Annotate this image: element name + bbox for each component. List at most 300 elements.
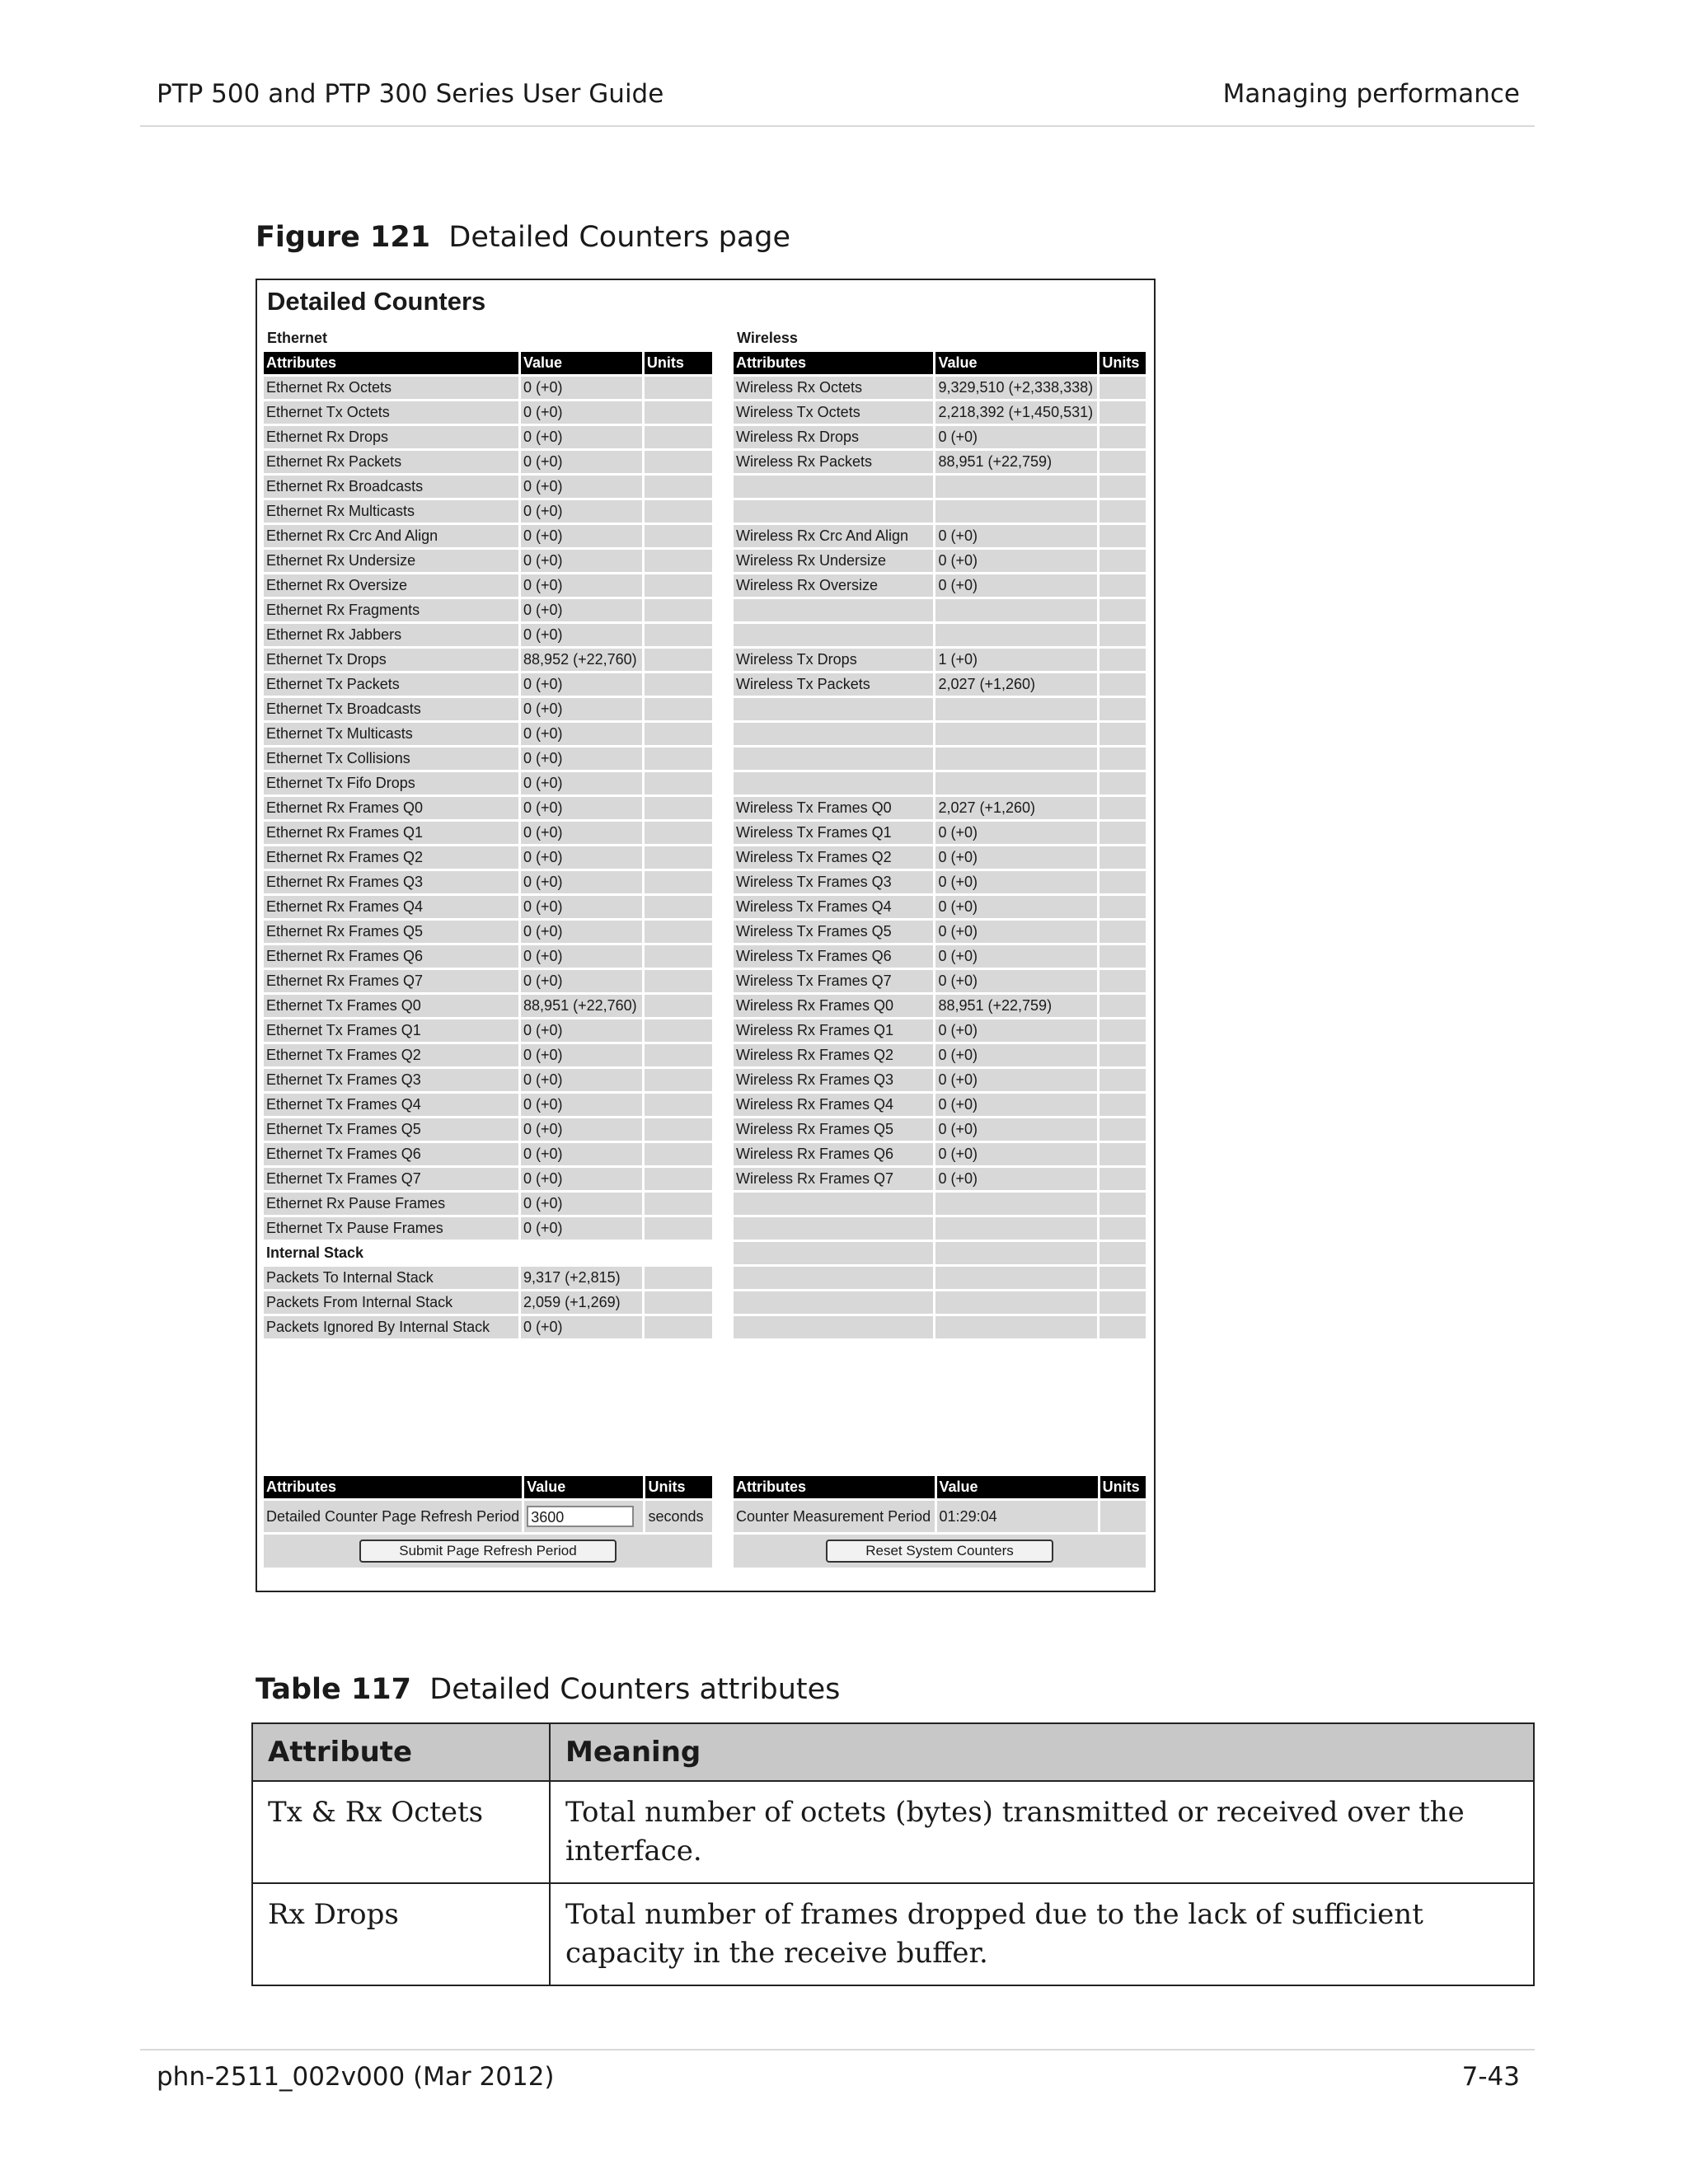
counter-value: 0 (+0) bbox=[521, 772, 642, 794]
counter-row bbox=[264, 1143, 712, 1165]
counter-units bbox=[645, 1044, 712, 1066]
counter-name: Ethernet Rx Pause Frames bbox=[264, 1193, 518, 1215]
counter-name bbox=[734, 500, 933, 523]
counter-row bbox=[264, 550, 712, 572]
counter-name: Ethernet Rx Drops bbox=[264, 426, 518, 448]
counter-row bbox=[734, 896, 1146, 918]
counter-units bbox=[1100, 550, 1146, 572]
counter-row bbox=[264, 921, 712, 943]
counter-units bbox=[1100, 525, 1146, 547]
counter-value: 0 (+0) bbox=[935, 1094, 1097, 1116]
counter-name: Wireless Tx Frames Q6 bbox=[734, 945, 933, 968]
counter-value: 2,027 (+1,260) bbox=[935, 797, 1097, 819]
counter-row bbox=[264, 624, 712, 646]
counter-units bbox=[1100, 1118, 1146, 1141]
counter-units bbox=[645, 945, 712, 968]
counter-name: Ethernet Rx Crc And Align bbox=[264, 525, 518, 547]
counter-name: Ethernet Rx Frames Q3 bbox=[264, 871, 518, 893]
counter-units bbox=[645, 921, 712, 943]
counter-row bbox=[734, 500, 1146, 523]
counter-value: 0 (+0) bbox=[521, 748, 642, 770]
footer-page-number: 7-43 bbox=[1461, 2062, 1520, 2092]
counter-name: Packets From Internal Stack bbox=[264, 1291, 518, 1314]
counter-row bbox=[264, 896, 712, 918]
counter-row bbox=[264, 377, 712, 399]
counter-row bbox=[264, 476, 712, 498]
counter-name: Wireless Tx Frames Q7 bbox=[734, 970, 933, 992]
counter-value: 0 (+0) bbox=[521, 1168, 642, 1190]
counter-name: Ethernet Tx Frames Q0 bbox=[264, 995, 518, 1017]
counter-value: 2,218,392 (+1,450,531) bbox=[935, 401, 1097, 424]
counter-units bbox=[1100, 1242, 1146, 1264]
counter-value: 0 (+0) bbox=[521, 871, 642, 893]
ethernet-label: Ethernet bbox=[267, 330, 328, 346]
counter-name bbox=[734, 1242, 933, 1264]
counter-row bbox=[734, 1217, 1146, 1240]
counter-row bbox=[734, 970, 1146, 992]
counter-units bbox=[645, 476, 712, 498]
counter-units bbox=[1100, 1193, 1146, 1215]
counter-name: Ethernet Tx Frames Q2 bbox=[264, 1044, 518, 1066]
counter-name: Ethernet Rx Frames Q6 bbox=[264, 945, 518, 968]
counter-units bbox=[645, 1094, 712, 1116]
counter-units bbox=[645, 673, 712, 696]
counter-name: Ethernet Tx Drops bbox=[264, 649, 518, 671]
counter-name: Wireless Tx Packets bbox=[734, 673, 933, 696]
col-attributes: Attributes bbox=[734, 1476, 935, 1498]
counter-units bbox=[645, 896, 712, 918]
internal-stack-heading-row bbox=[264, 1242, 712, 1264]
measurement-period-value: 01:29:04 bbox=[937, 1501, 1098, 1532]
counter-name: Ethernet Tx Fifo Drops bbox=[264, 772, 518, 794]
col-value: Value bbox=[521, 352, 642, 374]
counter-row bbox=[734, 401, 1146, 424]
refresh-settings-table bbox=[261, 1474, 715, 1570]
refresh-button-row bbox=[264, 1535, 712, 1568]
counter-value bbox=[935, 723, 1097, 745]
counter-value: 0 (+0) bbox=[521, 401, 642, 424]
counter-row bbox=[264, 500, 712, 523]
counter-row bbox=[264, 1217, 712, 1240]
counter-units bbox=[1100, 1217, 1146, 1240]
counter-value bbox=[935, 1267, 1097, 1289]
measurement-table bbox=[731, 1474, 1148, 1570]
counter-row bbox=[734, 525, 1146, 547]
col-units: Units bbox=[1100, 352, 1146, 374]
counter-name: Wireless Rx Frames Q4 bbox=[734, 1094, 933, 1116]
counter-units bbox=[1100, 995, 1146, 1017]
counter-units bbox=[1100, 500, 1146, 523]
wireless-label: Wireless bbox=[737, 330, 798, 346]
counter-name bbox=[734, 1267, 933, 1289]
refresh-period-label: Detailed Counter Page Refresh Period bbox=[264, 1501, 522, 1532]
refresh-period-input[interactable]: 3600 bbox=[527, 1506, 634, 1527]
counter-units bbox=[645, 1291, 712, 1314]
counter-units bbox=[645, 1069, 712, 1091]
header-title: PTP 500 and PTP 300 Series User Guide bbox=[157, 79, 664, 109]
counter-value: 0 (+0) bbox=[935, 550, 1097, 572]
counter-value: 0 (+0) bbox=[521, 698, 642, 720]
counter-value: 0 (+0) bbox=[521, 574, 642, 597]
counter-name: Ethernet Rx Oversize bbox=[264, 574, 518, 597]
counter-units bbox=[645, 624, 712, 646]
submit-refresh-period-button[interactable]: Submit Page Refresh Period bbox=[359, 1540, 616, 1563]
counter-value: 0 (+0) bbox=[935, 970, 1097, 992]
counter-value bbox=[935, 748, 1097, 770]
counter-name: Ethernet Tx Frames Q7 bbox=[264, 1168, 518, 1190]
counter-value: 0 (+0) bbox=[521, 426, 642, 448]
counter-value: 0 (+0) bbox=[521, 822, 642, 844]
counter-value: 0 (+0) bbox=[521, 797, 642, 819]
counter-units bbox=[1100, 723, 1146, 745]
header-section: Managing performance bbox=[1222, 79, 1520, 109]
counter-row bbox=[734, 1019, 1146, 1042]
counter-name: Wireless Rx Frames Q3 bbox=[734, 1069, 933, 1091]
counter-units bbox=[645, 748, 712, 770]
counter-units bbox=[645, 1267, 712, 1289]
counter-value: 0 (+0) bbox=[521, 673, 642, 696]
counter-value: 0 (+0) bbox=[521, 525, 642, 547]
counter-row bbox=[264, 426, 712, 448]
counter-value: 0 (+0) bbox=[521, 377, 642, 399]
counter-units bbox=[1100, 1044, 1146, 1066]
counter-units bbox=[645, 723, 712, 745]
counter-value bbox=[935, 1193, 1097, 1215]
counter-value: 0 (+0) bbox=[521, 624, 642, 646]
counter-row bbox=[264, 1118, 712, 1141]
counter-name bbox=[734, 1217, 933, 1240]
counter-row bbox=[734, 1316, 1146, 1338]
counter-value bbox=[935, 1316, 1097, 1338]
counter-row bbox=[264, 797, 712, 819]
col-attribute: Attribute bbox=[252, 1723, 550, 1781]
counter-value: 0 (+0) bbox=[521, 451, 642, 473]
counter-row bbox=[734, 1242, 1146, 1264]
counter-units bbox=[645, 797, 712, 819]
counter-row bbox=[734, 1168, 1146, 1190]
col-value: Value bbox=[524, 1476, 643, 1498]
counter-name: Wireless Tx Drops bbox=[734, 649, 933, 671]
attributes-table bbox=[251, 1722, 1535, 1986]
counter-value: 0 (+0) bbox=[935, 822, 1097, 844]
counter-name: Packets To Internal Stack bbox=[264, 1267, 518, 1289]
counter-value: 0 (+0) bbox=[521, 1019, 642, 1042]
counter-units bbox=[1100, 970, 1146, 992]
counter-units bbox=[1100, 896, 1146, 918]
col-value: Value bbox=[937, 1476, 1098, 1498]
counter-row bbox=[264, 1019, 712, 1042]
counter-name: Ethernet Tx Collisions bbox=[264, 748, 518, 770]
counter-row bbox=[264, 649, 712, 671]
counter-value: 0 (+0) bbox=[935, 846, 1097, 869]
counter-value bbox=[935, 772, 1097, 794]
counter-units bbox=[645, 1193, 712, 1215]
counter-units bbox=[1100, 1291, 1146, 1314]
counter-value: 0 (+0) bbox=[935, 871, 1097, 893]
counter-value: 0 (+0) bbox=[521, 1316, 642, 1338]
counter-name: Wireless Rx Frames Q6 bbox=[734, 1143, 933, 1165]
counter-units bbox=[1100, 1168, 1146, 1190]
counter-name: Wireless Rx Crc And Align bbox=[734, 525, 933, 547]
counter-value bbox=[935, 500, 1097, 523]
counter-row bbox=[264, 723, 712, 745]
counter-units bbox=[1100, 921, 1146, 943]
counter-row bbox=[734, 723, 1146, 745]
refresh-period-units: seconds bbox=[645, 1501, 712, 1532]
counter-row bbox=[734, 871, 1146, 893]
counter-name: Ethernet Tx Packets bbox=[264, 673, 518, 696]
counter-value: 9,329,510 (+2,338,338) bbox=[935, 377, 1097, 399]
counter-name: Ethernet Rx Frames Q1 bbox=[264, 822, 518, 844]
counter-value: 0 (+0) bbox=[521, 723, 642, 745]
header-rule bbox=[140, 125, 1535, 127]
counter-value: 0 (+0) bbox=[521, 500, 642, 523]
counter-name: Ethernet Rx Multicasts bbox=[264, 500, 518, 523]
counter-units bbox=[1100, 1143, 1146, 1165]
counter-name: Wireless Rx Frames Q2 bbox=[734, 1044, 933, 1066]
counter-value: 2,059 (+1,269) bbox=[521, 1291, 642, 1314]
counter-row bbox=[734, 1267, 1146, 1289]
counter-row bbox=[734, 698, 1146, 720]
counter-value: 0 (+0) bbox=[935, 426, 1097, 448]
counter-name bbox=[734, 1193, 933, 1215]
counter-units bbox=[645, 451, 712, 473]
counter-value: 0 (+0) bbox=[521, 846, 642, 869]
counter-value bbox=[935, 624, 1097, 646]
counter-row bbox=[734, 1044, 1146, 1066]
counter-value: 0 (+0) bbox=[935, 921, 1097, 943]
counter-units bbox=[1100, 377, 1146, 399]
counter-value bbox=[935, 476, 1097, 498]
counter-units bbox=[645, 970, 712, 992]
counter-value: 0 (+0) bbox=[935, 1168, 1097, 1190]
counter-units bbox=[645, 377, 712, 399]
counter-name: Ethernet Tx Frames Q3 bbox=[264, 1069, 518, 1091]
counter-value: 0 (+0) bbox=[521, 970, 642, 992]
table-label: Table 117 bbox=[256, 1673, 412, 1706]
counter-name: Wireless Tx Frames Q0 bbox=[734, 797, 933, 819]
figure-label: Figure 121 bbox=[256, 221, 431, 254]
counter-name: Ethernet Tx Octets bbox=[264, 401, 518, 424]
figure-caption-text: Detailed Counters page bbox=[448, 221, 791, 254]
counter-name: Ethernet Tx Multicasts bbox=[264, 723, 518, 745]
figure-caption bbox=[256, 221, 790, 254]
counter-units bbox=[1100, 1094, 1146, 1116]
counter-row bbox=[734, 550, 1146, 572]
measurement-period-label: Counter Measurement Period bbox=[734, 1501, 935, 1532]
counter-name: Ethernet Rx Frames Q7 bbox=[264, 970, 518, 992]
counter-row bbox=[734, 649, 1146, 671]
counter-value: 88,951 (+22,759) bbox=[935, 995, 1097, 1017]
counter-units bbox=[1100, 1316, 1146, 1338]
counter-row bbox=[734, 822, 1146, 844]
counter-value: 0 (+0) bbox=[935, 1044, 1097, 1066]
counter-units bbox=[645, 995, 712, 1017]
counter-name: Ethernet Rx Frames Q2 bbox=[264, 846, 518, 869]
counter-row bbox=[264, 945, 712, 968]
counter-name: Ethernet Rx Frames Q5 bbox=[264, 921, 518, 943]
counter-value: 0 (+0) bbox=[521, 599, 642, 621]
counter-units bbox=[1100, 1019, 1146, 1042]
counter-units bbox=[645, 500, 712, 523]
counter-row bbox=[734, 846, 1146, 869]
counter-value: 88,951 (+22,759) bbox=[935, 451, 1097, 473]
counter-value: 0 (+0) bbox=[521, 550, 642, 572]
counter-name bbox=[734, 748, 933, 770]
counter-name: Wireless Tx Frames Q2 bbox=[734, 846, 933, 869]
counter-name: Wireless Tx Frames Q1 bbox=[734, 822, 933, 844]
counter-units bbox=[1100, 574, 1146, 597]
counter-name: Ethernet Rx Broadcasts bbox=[264, 476, 518, 498]
counter-name: Ethernet Rx Frames Q4 bbox=[264, 896, 518, 918]
counter-value: 9,317 (+2,815) bbox=[521, 1267, 642, 1289]
counter-name: Wireless Rx Frames Q1 bbox=[734, 1019, 933, 1042]
counter-value: 0 (+0) bbox=[521, 1069, 642, 1091]
counter-value: 0 (+0) bbox=[935, 1143, 1097, 1165]
counter-row bbox=[734, 945, 1146, 968]
counter-name bbox=[734, 599, 933, 621]
wireless-counters-table bbox=[731, 349, 1148, 1341]
counter-units bbox=[645, 649, 712, 671]
counter-row bbox=[264, 698, 712, 720]
counter-row bbox=[734, 451, 1146, 473]
counter-row bbox=[734, 1069, 1146, 1091]
counter-units bbox=[1100, 1069, 1146, 1091]
counter-row bbox=[734, 772, 1146, 794]
counter-units bbox=[1100, 599, 1146, 621]
counter-name: Ethernet Rx Fragments bbox=[264, 599, 518, 621]
counter-row bbox=[264, 673, 712, 696]
counter-units bbox=[1100, 649, 1146, 671]
counter-units bbox=[645, 1168, 712, 1190]
col-units: Units bbox=[1100, 1476, 1146, 1498]
counter-units bbox=[1100, 871, 1146, 893]
counter-row bbox=[264, 574, 712, 597]
counter-units bbox=[645, 846, 712, 869]
counter-value: 0 (+0) bbox=[521, 896, 642, 918]
col-attributes: Attributes bbox=[264, 352, 518, 374]
counter-name: Ethernet Rx Frames Q0 bbox=[264, 797, 518, 819]
footer-doc-id: phn-2511_002v000 (Mar 2012) bbox=[157, 2062, 555, 2092]
counter-row bbox=[734, 1118, 1146, 1141]
counter-row bbox=[264, 748, 712, 770]
attribute-cell: Tx & Rx Octets bbox=[252, 1781, 550, 1883]
counter-units bbox=[1100, 748, 1146, 770]
counter-name: Wireless Rx Frames Q0 bbox=[734, 995, 933, 1017]
counter-name bbox=[734, 1291, 933, 1314]
counter-value bbox=[935, 1291, 1097, 1314]
counter-name: Wireless Tx Octets bbox=[734, 401, 933, 424]
counter-name: Wireless Rx Frames Q5 bbox=[734, 1118, 933, 1141]
counter-name: Wireless Tx Frames Q5 bbox=[734, 921, 933, 943]
counter-value: 0 (+0) bbox=[521, 1094, 642, 1116]
counter-row bbox=[734, 476, 1146, 498]
counter-value: 0 (+0) bbox=[521, 1217, 642, 1240]
counter-units bbox=[645, 1217, 712, 1240]
counter-name bbox=[734, 772, 933, 794]
counter-name: Ethernet Tx Frames Q1 bbox=[264, 1019, 518, 1042]
counter-name: Ethernet Rx Jabbers bbox=[264, 624, 518, 646]
counter-row bbox=[734, 624, 1146, 646]
counter-units bbox=[1100, 401, 1146, 424]
ethernet-counters-table bbox=[261, 349, 715, 1341]
counter-units bbox=[1100, 624, 1146, 646]
counter-row bbox=[734, 574, 1146, 597]
counter-row bbox=[734, 797, 1146, 819]
counter-name: Ethernet Tx Frames Q6 bbox=[264, 1143, 518, 1165]
counter-value: 0 (+0) bbox=[521, 1143, 642, 1165]
counter-units bbox=[645, 1019, 712, 1042]
counter-value bbox=[935, 698, 1097, 720]
counter-units bbox=[1100, 476, 1146, 498]
counter-value bbox=[935, 1242, 1097, 1264]
counter-value: 0 (+0) bbox=[935, 945, 1097, 968]
screenshot-title: Detailed Counters bbox=[267, 287, 486, 316]
counter-units bbox=[645, 1118, 712, 1141]
reset-button-row bbox=[734, 1535, 1146, 1568]
counter-units bbox=[645, 599, 712, 621]
counter-value: 2,027 (+1,260) bbox=[935, 673, 1097, 696]
counter-row bbox=[264, 1069, 712, 1091]
counter-units bbox=[645, 871, 712, 893]
counter-row bbox=[264, 772, 712, 794]
counter-name: Wireless Rx Octets bbox=[734, 377, 933, 399]
col-attributes: Attributes bbox=[264, 1476, 522, 1498]
counter-name: Ethernet Tx Pause Frames bbox=[264, 1217, 518, 1240]
counter-row bbox=[734, 921, 1146, 943]
counter-name: Packets Ignored By Internal Stack bbox=[264, 1316, 518, 1338]
counter-row bbox=[264, 1094, 712, 1116]
col-value: Value bbox=[935, 352, 1097, 374]
counter-value: 0 (+0) bbox=[521, 1193, 642, 1215]
table-caption bbox=[256, 1673, 840, 1706]
measurement-period-units bbox=[1100, 1501, 1146, 1532]
counter-row bbox=[264, 1193, 712, 1215]
reset-system-counters-button[interactable]: Reset System Counters bbox=[826, 1540, 1053, 1563]
counter-units bbox=[1100, 945, 1146, 968]
counter-row bbox=[264, 1168, 712, 1190]
counter-value: 0 (+0) bbox=[521, 945, 642, 968]
counter-value: 0 (+0) bbox=[521, 476, 642, 498]
counter-row bbox=[734, 1143, 1146, 1165]
counter-row bbox=[734, 1291, 1146, 1314]
counter-units bbox=[1100, 698, 1146, 720]
col-meaning: Meaning bbox=[550, 1723, 1534, 1781]
counter-name: Ethernet Tx Broadcasts bbox=[264, 698, 518, 720]
counter-row bbox=[734, 599, 1146, 621]
counter-name: Wireless Tx Frames Q3 bbox=[734, 871, 933, 893]
col-attributes: Attributes bbox=[734, 352, 933, 374]
counter-value: 0 (+0) bbox=[935, 574, 1097, 597]
counter-value bbox=[935, 599, 1097, 621]
counter-units bbox=[645, 1143, 712, 1165]
counter-row bbox=[264, 970, 712, 992]
counter-value: 0 (+0) bbox=[521, 921, 642, 943]
counter-units bbox=[1100, 1267, 1146, 1289]
counter-row bbox=[264, 401, 712, 424]
counter-units bbox=[645, 525, 712, 547]
counter-units bbox=[645, 822, 712, 844]
meaning-cell: Total number of octets (bytes) transmitted or received over the interface. bbox=[550, 1781, 1534, 1883]
counter-row bbox=[734, 426, 1146, 448]
counter-units bbox=[645, 426, 712, 448]
counter-row bbox=[264, 525, 712, 547]
counter-units bbox=[1100, 426, 1146, 448]
counter-units bbox=[1100, 822, 1146, 844]
counter-units bbox=[645, 550, 712, 572]
counter-row bbox=[264, 1316, 712, 1338]
counter-name bbox=[734, 1316, 933, 1338]
